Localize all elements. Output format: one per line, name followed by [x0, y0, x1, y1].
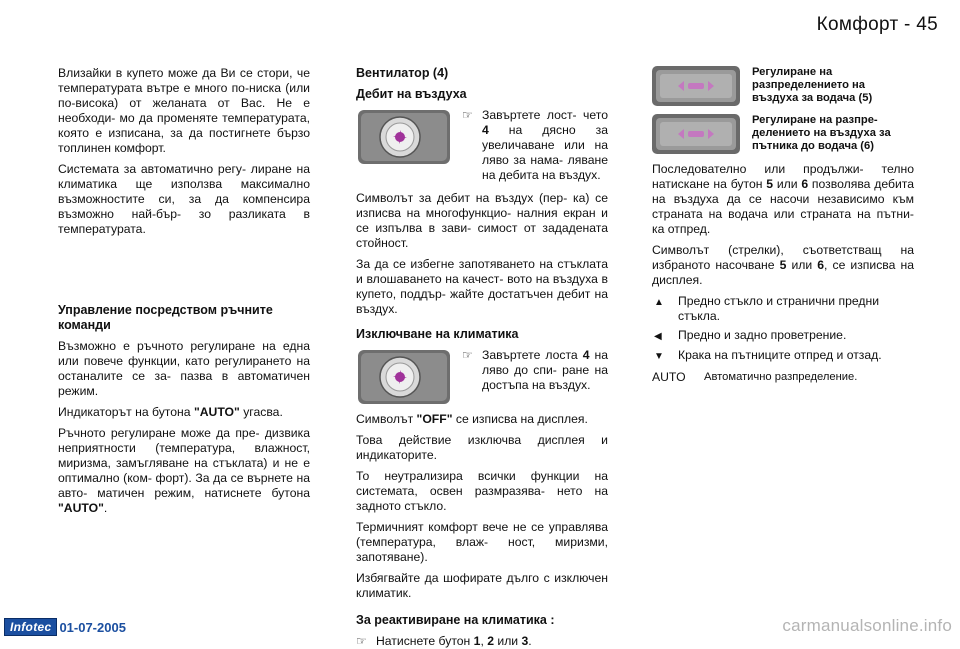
fan-knob-illustration	[358, 110, 450, 164]
infotec-logo: Infotec	[4, 618, 57, 636]
auto-distribution-line	[652, 370, 914, 385]
airflow-heading: Дебит на въздуха	[356, 87, 467, 101]
manual-paragraph-3: Ръчното регулиране може да пре- дизвика неприятности (температура, влажност, миризма, замъгляване на стъклата) и не е оптимално (ком- форт). За да се върнете на авто- матичен режим, натиснете бутона "AUTO".	[58, 426, 310, 515]
auto-description: Автоматично разпределение.	[704, 371, 858, 383]
passenger-distribution-label: Регулиране на разпре- делението на въздуха за пътника до водача (6)	[752, 114, 891, 152]
off-paragraph-2: Това действие изключва дисплея и индикаторите.	[356, 433, 608, 462]
arrow-up-icon: ▲	[654, 297, 664, 308]
off-paragraph-1: Символът "OFF" се изписва на дисплея.	[356, 412, 588, 426]
list-item: ▲ Предно стъкло и странични предни стъкла.	[654, 294, 880, 323]
pointing-hand-icon: ☞	[356, 634, 367, 648]
fan-heading: Вентилатор (4)	[356, 66, 449, 80]
distribution-paragraph-1: Последователно или продължи- телно натискане на бутон 5 или 6 позволява дебита на въздуха да се насочи независимо към страната на водача или страната на пътни- ка отпред.	[652, 162, 914, 236]
auto-key: AUTO	[652, 370, 686, 384]
column-3	[652, 66, 914, 385]
driver-distribution-row	[652, 66, 914, 106]
pointing-hand-icon: ☞	[462, 348, 473, 362]
airflow-paragraph-2: За да се избегне запотяването на стъклата и влошаването на качест- вото на въздуха в купето, поддър- жайте достатъчен дебит на въздух.	[356, 257, 608, 316]
arrow-left-icon: ◀	[654, 331, 662, 342]
intro-paragraph-1: Влизайки в купето може да Ви се стори, че температурата вътре е много по-ниска (или по-висока) от желаната от Вас. Не е необходи- мо да променяте температурата, която е изписана, за да постигнете бързо топлинен комфорт.	[58, 66, 310, 155]
off-paragraph-3: То неутрализира всички функции на системата, освен размразява- нето на задното стъкло.	[356, 469, 608, 513]
passenger-distribution-row	[652, 114, 914, 154]
manual-paragraph-2: Индикаторът на бутона "AUTO" угасва.	[58, 405, 283, 419]
column-2	[356, 66, 608, 649]
list-item: ▼ Крака на пътниците отпред и отзад.	[654, 348, 882, 362]
off-instruction: Завъртете лоста 4 на ляво до спи- ране на достъпа на въздух.	[482, 348, 608, 392]
off-knob-note	[356, 348, 608, 404]
page-title: Комфорт - 45	[816, 14, 938, 35]
arrow-down-icon: ▼	[654, 351, 664, 362]
intro-paragraph-2: Системата за автоматично регу- лиране на климатика ще използва максимално възможностите си, за да компенсира възможно най-бър- зо разликата в температурата.	[58, 162, 310, 236]
fan-instruction: Завъртете лост- чето 4 на дясно за увеличаване или на ляво за нама- ляване на дебита на въздух.	[482, 108, 608, 182]
ac-off-heading: Изключване на климатика	[356, 327, 519, 341]
fan-knob-off-illustration	[358, 350, 450, 404]
passenger-distribution-button-illustration	[652, 114, 740, 154]
distribution-paragraph-2: Символът (стрелки), съответстващ на избраното насочване 5 или 6, се изписва на дисплея.	[652, 243, 914, 287]
column-1	[58, 66, 310, 522]
pointing-hand-icon: ☞	[462, 108, 473, 122]
off-paragraph-4: Термичният комфорт вече не се управлява (температура, влаж- ност, миризми, запотяване).	[356, 520, 608, 564]
fan-knob-note	[356, 108, 608, 183]
list-item: ◀ Предно и задно проветрение.	[654, 328, 847, 342]
reactivate-note: ☞ Натиснете бутон 1, 2 или 3.	[356, 634, 532, 648]
publication-date: 01-07-2005	[59, 619, 126, 635]
manual-paragraph-1: Възможно е ръчното регулиране на една или повече функции, като регулирането на останалите се за- пазва в автоматичен режим.	[58, 339, 310, 398]
airflow-paragraph-1: Символът за дебит на въздух (пер- ка) се изписва на многофункцио- налния екран и се изпълва в зави- симост от зададената стойност.	[356, 191, 608, 250]
reactivate-heading: За реактивиране на климатика :	[356, 613, 555, 627]
manual-control-heading: Управление посредством ръчните команди	[58, 303, 273, 332]
off-paragraph-5: Избягвайте да шофирате дълго с изключен климатик.	[356, 571, 608, 600]
driver-distribution-button-illustration	[652, 66, 740, 106]
footer	[4, 618, 126, 636]
distribution-directions-list	[652, 294, 914, 364]
driver-distribution-label: Регулиране на разпределението на въздуха за водача (5)	[752, 66, 873, 104]
watermark: carmanualsonline.info	[782, 616, 952, 635]
